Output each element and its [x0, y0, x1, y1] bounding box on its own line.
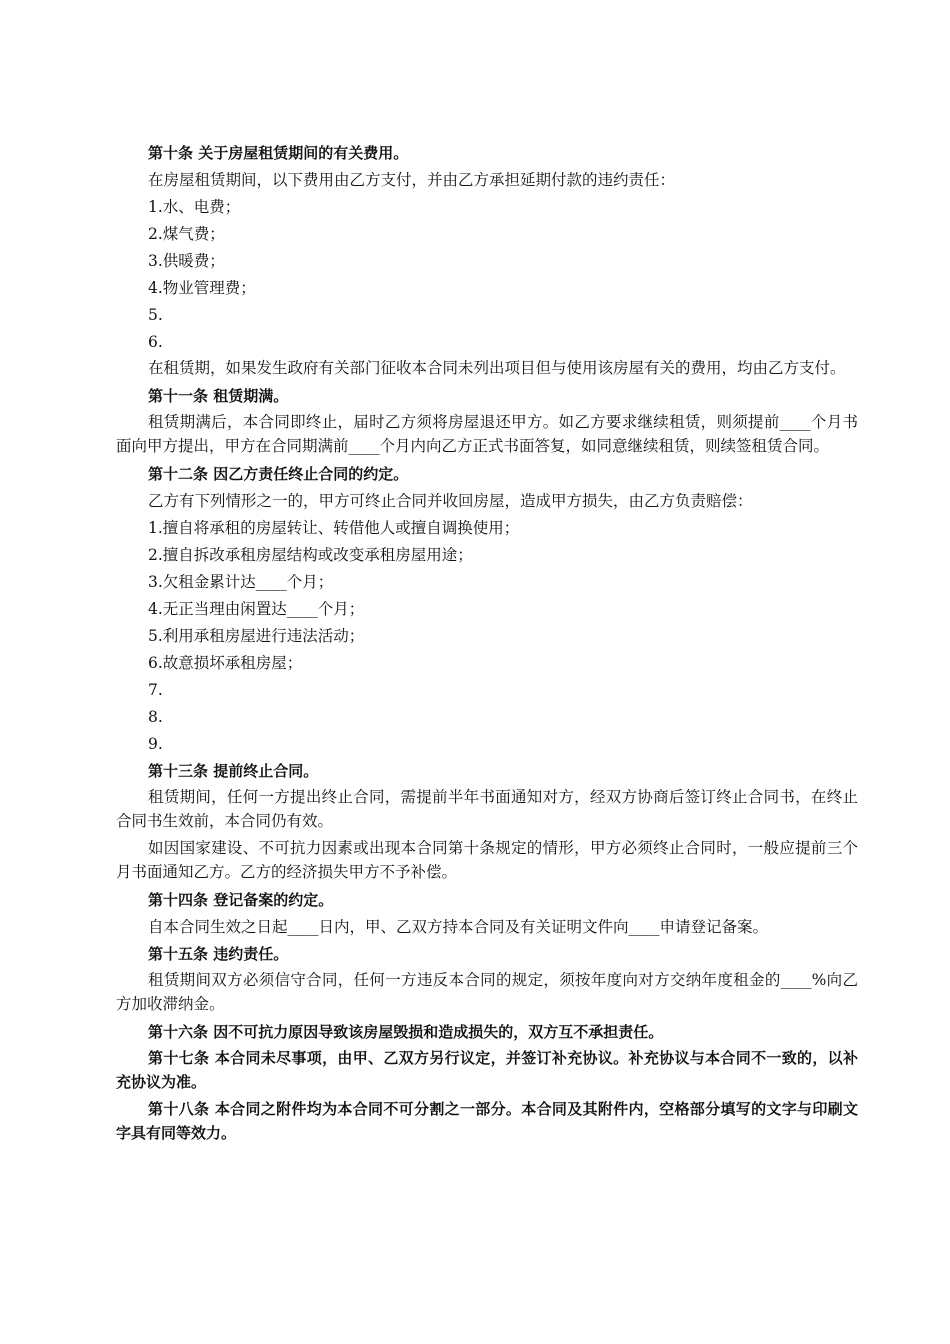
list-item: 5.	[148, 306, 163, 324]
paragraph: 乙方有下列情形之一的，甲方可终止合同并收回房屋，造成甲方损失，由乙方负责赔偿：	[148, 491, 753, 510]
list-item: 9.	[148, 734, 163, 753]
article-heading: 第十八条 本合同之附件均为本合同不可分割之一部分。本合同及其附件内，空格部分填写的文字与印刷文字具有同等效力。	[116, 1099, 858, 1142]
article-heading: 第十二条 因乙方责任终止合同的约定。	[148, 464, 409, 483]
list-item: 6.	[148, 333, 163, 351]
article-heading: 第十四条 登记备案的约定。	[148, 890, 334, 909]
paragraph: 在租赁期，如果发生政府有关部门征收本合同未列出项目但与使用该房屋有关的费用，均由乙方支付。	[148, 359, 846, 377]
paragraph: 租赁期间双方必须信守合同，任何一方违反本合同的规定，须按年度向对方交纳年度租金的____%向乙方加收滞纳金。	[116, 970, 858, 1013]
list-item: 3.供暖费；	[148, 252, 225, 270]
paragraph: 在房屋租赁期间，以下费用由乙方支付，并由乙方承担延期付款的违约责任：	[148, 171, 676, 189]
article-heading: 第十条 关于房屋租赁期间的有关费用。	[148, 144, 409, 162]
list-item: 1.水、电费；	[148, 198, 241, 216]
document-page	[116, 140, 858, 1148]
paragraph: 如因国家建设、不可抗力因素或出现本合同第十条规定的情形，甲方必须终止合同时，一般应提前三个月书面通知乙方。乙方的经济损失甲方不予补偿。	[116, 838, 858, 881]
list-item: 4.无正当理由闲置达____个月；	[148, 599, 365, 618]
list-item: 6.故意损坏承租房屋；	[148, 653, 303, 672]
article-heading: 第十三条 提前终止合同。	[148, 761, 319, 780]
list-item: 1.擅自将承租的房屋转让、转借他人或擅自调换使用；	[148, 518, 520, 537]
article-heading: 第十一条 租赁期满。	[148, 386, 289, 405]
list-item: 8.	[148, 707, 163, 726]
paragraph: 自本合同生效之日起____日内，甲、乙双方持本合同及有关证明文件向____申请登记备案。	[148, 917, 769, 936]
list-item: 2.擅自拆改承租房屋结构或改变承租房屋用途；	[148, 545, 473, 564]
paragraph: 租赁期满后，本合同即终止，届时乙方须将房屋退还甲方。如乙方要求继续租赁，则须提前____个月书面向甲方提出，甲方在合同期满前____个月内向乙方正式书面答复，如同意继续租赁，则续签租赁合同。	[116, 412, 858, 455]
article-heading: 第十五条 违约责任。	[148, 944, 289, 963]
article-heading: 第十七条 本合同未尽事项，由甲、乙双方另行议定，并签订补充协议。补充协议与本合同不一致的，以补充协议为准。	[116, 1048, 858, 1091]
list-item: 2.煤气费；	[148, 225, 225, 243]
list-item: 7.	[148, 680, 163, 699]
article-heading: 第十六条 因不可抗力原因导致该房屋毁损和造成损失的，双方互不承担责任。	[148, 1022, 664, 1041]
list-item: 4.物业管理费；	[148, 279, 256, 297]
list-item: 5.利用承租房屋进行违法活动；	[148, 626, 365, 645]
paragraph: 租赁期间，任何一方提出终止合同，需提前半年书面通知对方，经双方协商后签订终止合同书，在终止合同书生效前，本合同仍有效。	[116, 787, 858, 830]
list-item: 3.欠租金累计达____个月；	[148, 572, 334, 591]
